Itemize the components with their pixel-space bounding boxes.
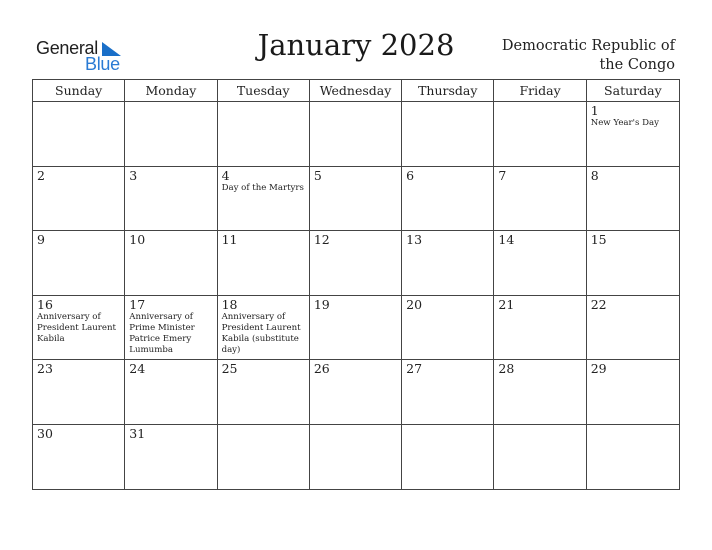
day-cell-27 [402,360,494,425]
day-number: 31 [129,425,146,441]
day-cell-30 [33,425,125,490]
day-number: 29 [590,361,607,376]
country-line-2: the Congo [599,57,675,73]
day-cell-20 [402,296,494,361]
day-number: 23 [37,361,53,376]
day-cell-21 [494,296,586,361]
day-cell-16 [33,296,125,361]
day-cell-15 [587,231,679,296]
day-cell-28 [494,360,586,425]
weekday-header-monday: Monday [125,80,217,102]
day-number: 11 [221,232,238,247]
day-number: 5 [313,167,322,183]
empty-day-cell [218,102,310,167]
empty-day-cell [125,102,217,167]
day-number: 16 [37,296,53,312]
day-cell-31 [125,425,217,490]
day-number: 1 [590,103,599,118]
day-number: 30 [37,425,53,441]
weekday-header-saturday: Saturday [587,80,679,102]
day-number: 24 [129,361,146,376]
day-cell-9 [33,231,125,296]
day-cell-11 [218,231,310,296]
day-cell-3 [125,167,217,232]
holiday-label: Anniversary of President Laurent Kabila (substitute day) [221,311,301,356]
weekday-header-tuesday: Tuesday [218,80,310,102]
weekday-header-thursday: Thursday [402,80,494,102]
weekday-header-friday: Friday [494,80,586,102]
country-name [502,37,675,75]
day-number: 26 [313,361,330,376]
day-number: 22 [590,296,607,312]
day-cell-19 [310,296,402,361]
day-number: 15 [590,232,607,247]
holiday-label: Anniversary of Prime Minister Patrice Emery Lumumba [129,311,195,356]
calendar-title: January 2028 [257,28,455,62]
weekday-header-sunday: Sunday [33,80,125,102]
empty-day-cell [33,102,125,167]
empty-day-cell [310,425,402,490]
day-number: 19 [313,296,330,312]
day-cell-10 [125,231,217,296]
day-cell-2 [33,167,125,232]
day-number: 2 [37,167,45,183]
day-cell-6 [402,167,494,232]
logo-text-blue: Blue [85,54,120,74]
day-cell-29 [587,360,679,425]
day-number: 25 [221,361,238,376]
day-number: 17 [129,296,146,312]
day-number: 20 [406,296,423,312]
day-cell-24 [125,360,217,425]
holiday-label: Anniversary of President Laurent Kabila [37,311,116,345]
day-cell-14 [494,231,586,296]
day-number: 7 [498,167,507,183]
day-cell-12 [310,231,402,296]
day-number: 28 [498,361,515,376]
day-number: 18 [221,296,238,312]
empty-day-cell [310,102,402,167]
day-number: 6 [406,167,415,183]
day-cell-22 [587,296,679,361]
day-cell-1 [587,102,679,167]
day-cell-25 [218,360,310,425]
day-cell-7 [494,167,586,232]
holiday-label: Day of the Martyrs [221,182,304,193]
calendar-grid [32,79,680,490]
day-cell-13 [402,231,494,296]
day-number: 13 [406,232,423,247]
day-number: 9 [37,232,45,247]
empty-day-cell [494,102,586,167]
day-cell-5 [310,167,402,232]
empty-day-cell [402,425,494,490]
day-number: 14 [498,232,515,247]
day-cell-18 [218,296,310,361]
day-cell-23 [33,360,125,425]
day-number: 12 [313,232,330,247]
weekday-header-wednesday: Wednesday [310,80,402,102]
empty-day-cell [218,425,310,490]
day-number: 21 [498,296,515,312]
day-number: 10 [129,232,146,247]
empty-day-cell [587,425,679,490]
country-line-1: Democratic Republic of [501,38,675,54]
day-number: 27 [406,361,423,376]
day-number: 3 [129,167,138,183]
logo-text-general: General [36,38,98,58]
day-cell-4 [218,167,310,232]
day-cell-8 [587,167,679,232]
empty-day-cell [402,102,494,167]
day-cell-26 [310,360,402,425]
day-number: 4 [221,167,230,183]
holiday-label: New Year's Day [590,118,660,128]
day-cell-17 [125,296,217,361]
empty-day-cell [494,425,586,490]
day-number: 8 [590,167,599,183]
